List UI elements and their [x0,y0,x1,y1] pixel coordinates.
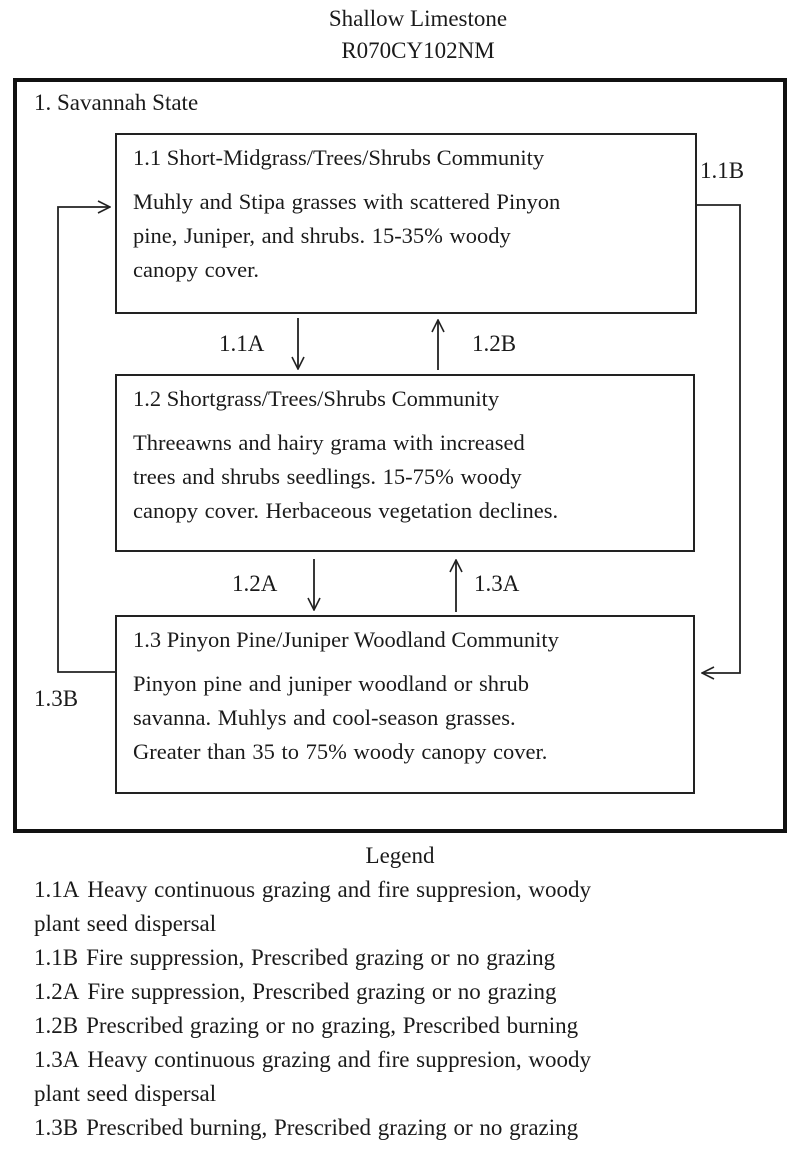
legend-entry [34,978,556,1006]
legend-code: 1.2B [34,1013,79,1038]
transition-label-1-3B: 1.3B [34,686,79,711]
legend-entry [34,1012,578,1040]
transition-label-1-2B: 1.2B [472,331,517,356]
state-label: 1. Savannah State [34,90,199,115]
legend-entry [34,1114,578,1142]
arrow-1-1B [697,205,740,673]
legend-text: Prescribed grazing or no grazing, Prescribed burning [86,1013,579,1038]
transition-label-1-1A: 1.1A [219,331,265,356]
legend-code: 1.3A [34,1047,80,1072]
legend-entry [34,876,591,904]
legend-continuation: plant seed dispersal [34,1081,217,1106]
legend-title: Legend [365,843,435,868]
transition-label-1-2A: 1.2A [232,571,278,596]
community-heading: 1.3 Pinyon Pine/Juniper Woodland Community [133,627,559,652]
legend-code: 1.1A [34,877,80,902]
community-description: Threeawns and hairy grama with increased trees and shrubs seedlings. 15-75% woody canopy cover. Herbaceous vegetation declines. [133,430,559,523]
legend-text: Heavy continuous grazing and fire suppresion, woody [87,877,591,902]
legend-entry [34,1046,591,1074]
site-id: R070CY102NM [341,38,495,63]
community-heading: 1.1 Short-Midgrass/Trees/Shrubs Community [133,145,545,170]
community-description: Pinyon pine and juniper woodland or shrub savanna. Muhlys and cool-season grasses. Greater than 35 to 75% woody canopy cover. [133,671,548,764]
legend-code: 1.3B [34,1115,79,1140]
arrow-1-3B [58,207,115,672]
legend-continuation: plant seed dispersal [34,911,217,936]
diagram-title: Shallow Limestone [328,6,508,31]
legend-code: 1.1B [34,945,79,970]
legend-text: Fire suppression, Prescribed grazing or no grazing [87,979,557,1004]
community-heading: 1.2 Shortgrass/Trees/Shrubs Community [133,386,500,411]
transition-label-1-1B: 1.1B [700,158,745,183]
legend-text: Fire suppression, Prescribed grazing or no grazing [86,945,556,970]
legend-code: 1.2A [34,979,80,1004]
legend-entry [34,944,555,972]
transition-label-1-3A: 1.3A [474,571,520,596]
legend-text: Heavy continuous grazing and fire suppresion, woody [87,1047,591,1072]
legend-text: Prescribed burning, Prescribed grazing or no grazing [86,1115,579,1140]
community-description: Muhly and Stipa grasses with scattered Pinyon pine, Juniper, and shrubs. 15-35% woody canopy cover. [133,189,561,282]
